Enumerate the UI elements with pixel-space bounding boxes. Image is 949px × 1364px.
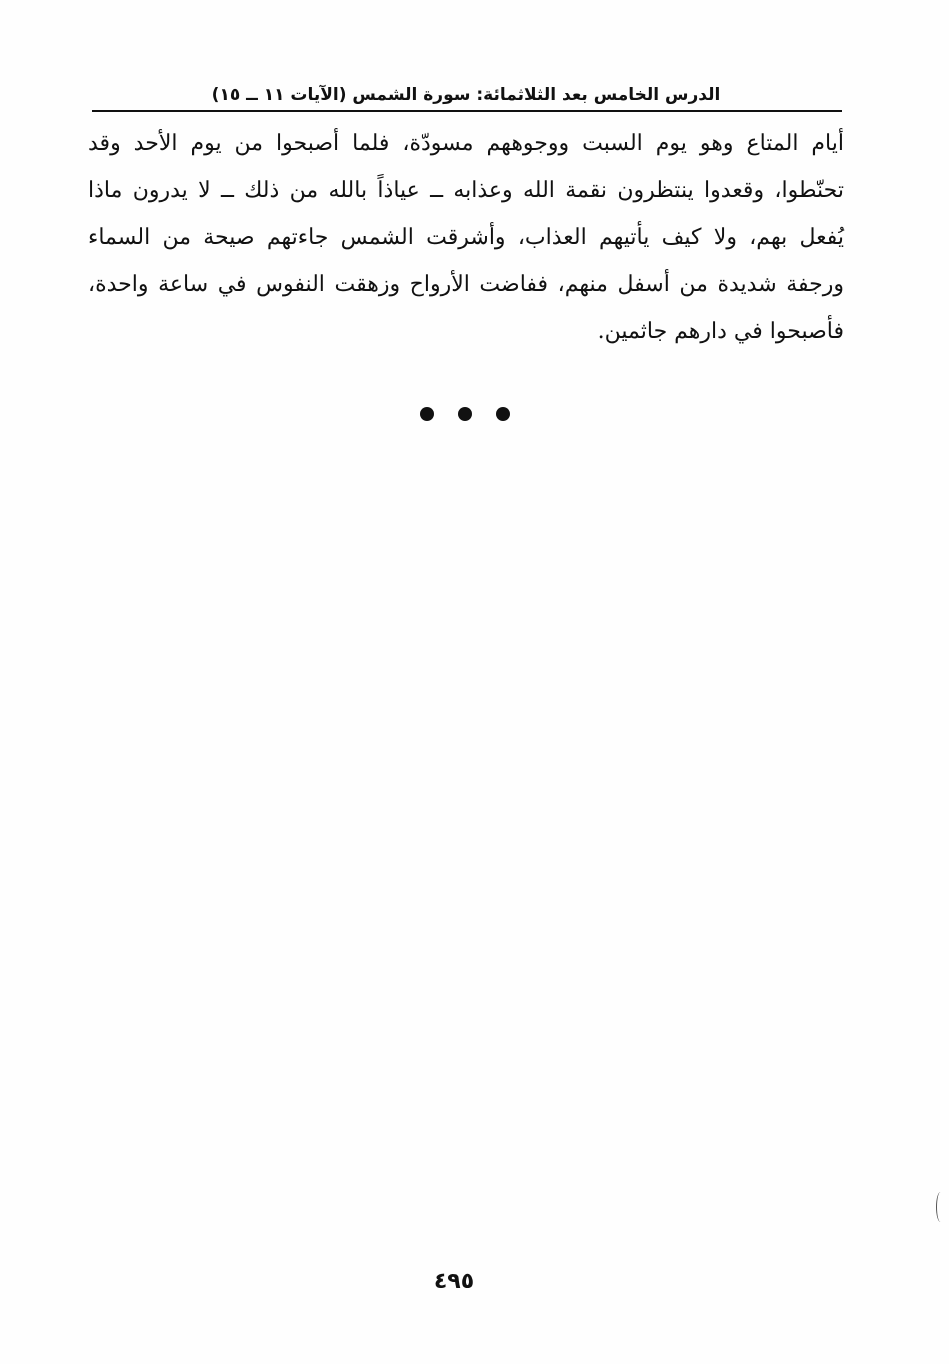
text-line: تحنّطوا، وقعدوا ينتظرون نقمة الله وعذابه ــ عياذاً بالله من ذلك ــ لا يدرون ماذا bbox=[88, 178, 844, 203]
header-rule bbox=[92, 110, 842, 112]
text-line: أيام المتاع وهو يوم السبت ووجوههم مسودّة، فلما أصبحوا من يوم الأحد وقد bbox=[88, 131, 844, 156]
text-line: يُفعل بهم، ولا كيف يأتيهم العذاب، وأشرقت الشمس جاءتهم صيحة من السماء bbox=[88, 225, 844, 250]
text-line: ورجفة شديدة من أسفل منهم، ففاضت الأرواح وزهقت النفوس في ساعة واحدة، bbox=[88, 272, 844, 297]
separator-dot bbox=[496, 407, 510, 421]
text-line: فأصبحوا في دارهم جاثمين. bbox=[597, 319, 844, 344]
running-header: الدرس الخامس بعد الثلاثمائة: سورة الشمس (الآيات ١١ ــ ١٥) bbox=[211, 85, 721, 105]
body-text bbox=[88, 120, 844, 355]
separator-dot bbox=[458, 407, 472, 421]
scan-edge-mark bbox=[936, 1192, 945, 1222]
section-separator bbox=[420, 404, 510, 424]
separator-dot bbox=[420, 407, 434, 421]
page-number: ٤٩٥ bbox=[433, 1269, 475, 1294]
